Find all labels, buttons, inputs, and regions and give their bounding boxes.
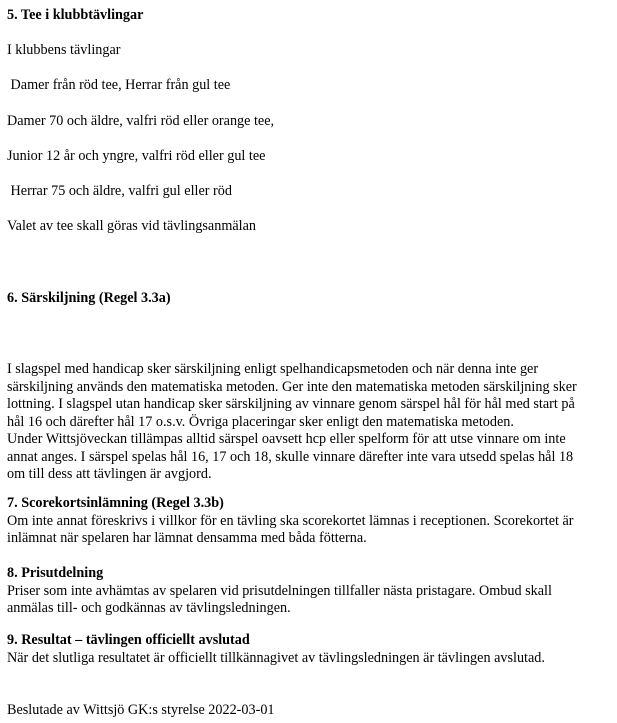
- tee-rule-line: Junior 12 år och yngre, valfri röd eller gul tee: [7, 148, 266, 164]
- paragraph-line: om till dess att tävlingen är avgjord.: [7, 466, 212, 482]
- paragraph-line: annat anges. I särspel spelas hål 16, 17 och 18, skulle vinnare därefter inte vara utsedd spelas hål 18: [7, 448, 574, 465]
- section-6-body: [7, 361, 613, 484]
- tee-rule-line: I klubbens tävlingar: [7, 42, 121, 58]
- tee-rule-line: Damer från röd tee, Herrar från gul tee: [7, 77, 231, 93]
- paragraph-line: Priser som inte avhämtas av spelaren vid prisutdelningen tillfaller nästa pristagare. Ombud skall: [7, 582, 552, 599]
- paragraph-line: anmälas till- och godkännas av tävlingsledningen.: [7, 600, 291, 616]
- paragraph-line: Om inte annat föreskrivs i villkor för en tävling ska scorekortet lämnas i receptionen. Scorekortet är: [7, 512, 574, 529]
- tee-rule-line: Valet av tee skall göras vid tävlingsanmälan: [7, 218, 256, 234]
- section-8-heading: 8. Prisutdelning: [7, 565, 104, 581]
- tee-rule-line: Damer 70 och äldre, valfri röd eller orange tee,: [7, 113, 275, 129]
- paragraph-line: Under Wittsjöveckan tillämpas alltid särspel oavsett hcp eller spelform för att utse vinnare om inte: [7, 431, 566, 447]
- section-9: [7, 632, 613, 667]
- board-decision-footer: Beslutade av Wittsjö GK:s styrelse 2022-03-01: [7, 702, 275, 718]
- tee-rule-line: Herrar 75 och äldre, valfri gul eller röd: [7, 183, 232, 199]
- section-8: [7, 565, 613, 618]
- paragraph-line: När det slutliga resultatet är officiellt tillkännagivet av tävlingsledningen är tävlingen avslutad.: [7, 649, 545, 666]
- paragraph-line: lottning. I slagspel utan handicap sker särskiljning av vinnare genom särspel hål för hål med start på: [7, 396, 575, 412]
- paragraph-line: I slagspel med handicap sker särskiljning enligt spelhandicapsmetoden och när denna inte ger: [7, 361, 539, 377]
- section-9-heading: 9. Resultat – tävlingen officiellt avslutad: [7, 632, 250, 648]
- paragraph-line: särskiljning används den matematiska metoden. Ger inte den matematiska metoden särskiljning sker: [7, 378, 577, 395]
- section-7: [7, 495, 613, 548]
- section-5-heading: 5. Tee i klubbtävlingar: [7, 7, 144, 23]
- section-6-heading: 6. Särskiljning (Regel 3.3a): [7, 290, 171, 306]
- paragraph-line: inlämnat när spelaren har lämnat densamma med båda fötterna.: [7, 530, 367, 546]
- paragraph-line: hål 16 och därefter hål 17 o.s.v. Övriga placeringar sker enligt den matematiska metoden.: [7, 413, 514, 430]
- section-7-heading: 7. Scorekortsinlämning (Regel 3.3b): [7, 495, 224, 511]
